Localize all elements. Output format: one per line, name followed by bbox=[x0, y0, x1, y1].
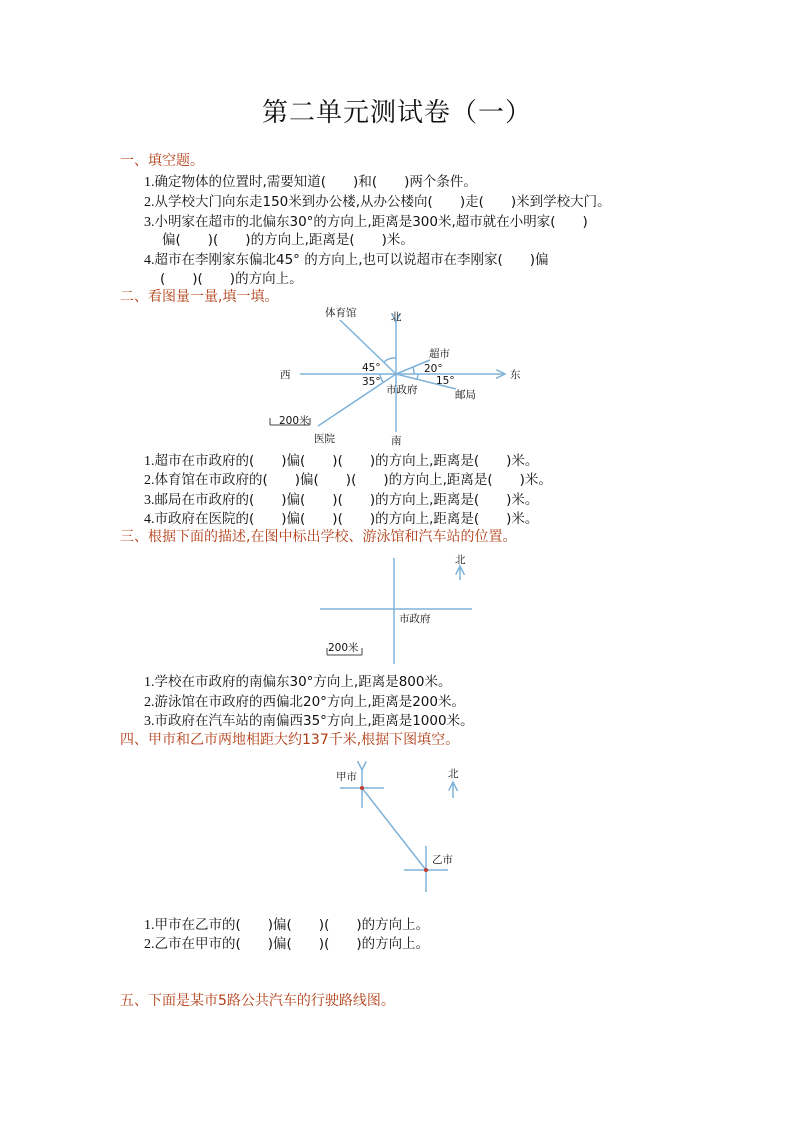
label-north: 北 bbox=[391, 311, 402, 323]
angle-arc-45 bbox=[384, 358, 396, 362]
question-text: 市政府在医院的( )偏( )( )的方向上,距离是( )米。 bbox=[154, 511, 539, 527]
question-number: 3. bbox=[144, 215, 155, 230]
question-number: 1. bbox=[144, 675, 155, 690]
section-3-heading: 三、根据下面的描述,在图中标出学校、游泳馆和汽车站的位置。 bbox=[120, 529, 517, 545]
label-gym: 体育馆 bbox=[325, 307, 357, 319]
section-4-heading: 四、甲市和乙市两地相距大约137千米,根据下图填空。 bbox=[120, 732, 460, 748]
question-number: 1. bbox=[144, 454, 155, 469]
label-angle-20: 20° bbox=[424, 363, 443, 375]
label-east: 东 bbox=[510, 369, 521, 381]
s2-question-4 bbox=[144, 507, 538, 528]
section-2-heading: 二、看图量一量,填一填。 bbox=[120, 289, 279, 305]
question-number: 2. bbox=[144, 473, 155, 488]
section-1-heading: 一、填空题。 bbox=[120, 153, 204, 169]
question-text: 市政府在汽车站的南偏西35°方向上,距离是1000米。 bbox=[154, 713, 474, 729]
question-text: 体育馆在市政府的( )偏( )( )的方向上,距离是( )米。 bbox=[154, 472, 552, 488]
page-title: 第二单元测试卷（一） bbox=[261, 98, 532, 128]
s4-cityB-point bbox=[424, 868, 428, 872]
label-post-office: 邮局 bbox=[455, 389, 476, 401]
question-text: 乙市在甲市的( )偏( )( )的方向上。 bbox=[154, 936, 430, 952]
label-angle-35: 35° bbox=[362, 376, 381, 388]
s1-question-3-line-2: 偏( )( )的方向上,距离是( )米。 bbox=[162, 232, 414, 248]
s2-question-2 bbox=[144, 468, 552, 489]
question-text: 学校在市政府的南偏东30°方向上,距离是800米。 bbox=[154, 674, 452, 690]
question-text: 游泳馆在市政府的西偏北20°方向上,距离是200米。 bbox=[154, 694, 465, 710]
s3-label-scale: 200米 bbox=[328, 642, 359, 654]
question-number: 1. bbox=[144, 918, 155, 933]
question-text: 超市在市政府的( )偏( )( )的方向上,距离是( )米。 bbox=[154, 453, 539, 469]
question-text: 甲市在乙市的( )偏( )( )的方向上。 bbox=[154, 917, 430, 933]
s3-label-city-hall: 市政府 bbox=[399, 613, 431, 625]
label-angle-45: 45° bbox=[362, 362, 381, 374]
s4-question-1 bbox=[144, 913, 429, 934]
angle-arc-20 bbox=[413, 367, 414, 374]
question-number: 3. bbox=[144, 714, 155, 729]
s4-cityA-point bbox=[360, 786, 364, 790]
label-angle-15: 15° bbox=[436, 375, 455, 387]
question-number: 4. bbox=[144, 512, 155, 527]
label-south: 南 bbox=[391, 435, 402, 447]
s3-question-1 bbox=[144, 670, 452, 691]
question-text: 确定物体的位置时,需要知道( )和( )两个条件。 bbox=[154, 174, 477, 190]
question-number: 2. bbox=[144, 937, 155, 952]
label-west: 西 bbox=[280, 369, 291, 381]
question-number: 4. bbox=[144, 253, 155, 268]
label-city-hall: 市政府 bbox=[386, 384, 418, 396]
question-text: 小明家在超市的北偏东30°的方向上,距离是300米,超市就在小明家( ) bbox=[154, 214, 588, 230]
s2-question-1 bbox=[144, 449, 538, 470]
s4-label-cityB: 乙市 bbox=[432, 854, 453, 866]
s4-label-cityA: 甲市 bbox=[336, 771, 357, 783]
s3-label-north: 北 bbox=[455, 554, 466, 566]
s2-question-3 bbox=[144, 488, 538, 509]
question-text: 超市在李刚家东偏北45° 的方向上,也可以说超市在李刚家( )偏 bbox=[154, 252, 549, 268]
label-supermarket: 超市 bbox=[429, 348, 450, 360]
question-text: 邮局在市政府的( )偏( )( )的方向上,距离是( )米。 bbox=[154, 492, 539, 508]
s4-route-line bbox=[362, 788, 426, 870]
s4-question-2 bbox=[144, 932, 429, 953]
s3-question-2 bbox=[144, 690, 465, 711]
question-number: 3. bbox=[144, 493, 155, 508]
question-number: 1. bbox=[144, 175, 155, 190]
question-number: 2. bbox=[144, 195, 155, 210]
s3-question-3 bbox=[144, 709, 474, 730]
s1-question-4-line-2: ( )( )的方向上。 bbox=[160, 271, 303, 287]
ray-hospital bbox=[318, 374, 396, 426]
s4-label-north: 北 bbox=[448, 768, 459, 780]
question-number: 2. bbox=[144, 695, 155, 710]
question-text: 从学校大门向东走150米到办公楼,从办公楼向( )走( )米到学校大门。 bbox=[154, 194, 611, 210]
section-5-heading: 五、下面是某市5路公共汽车的行驶路线图。 bbox=[120, 993, 395, 1009]
label-scale: 200米 bbox=[279, 415, 310, 427]
label-hospital: 医院 bbox=[314, 433, 335, 445]
